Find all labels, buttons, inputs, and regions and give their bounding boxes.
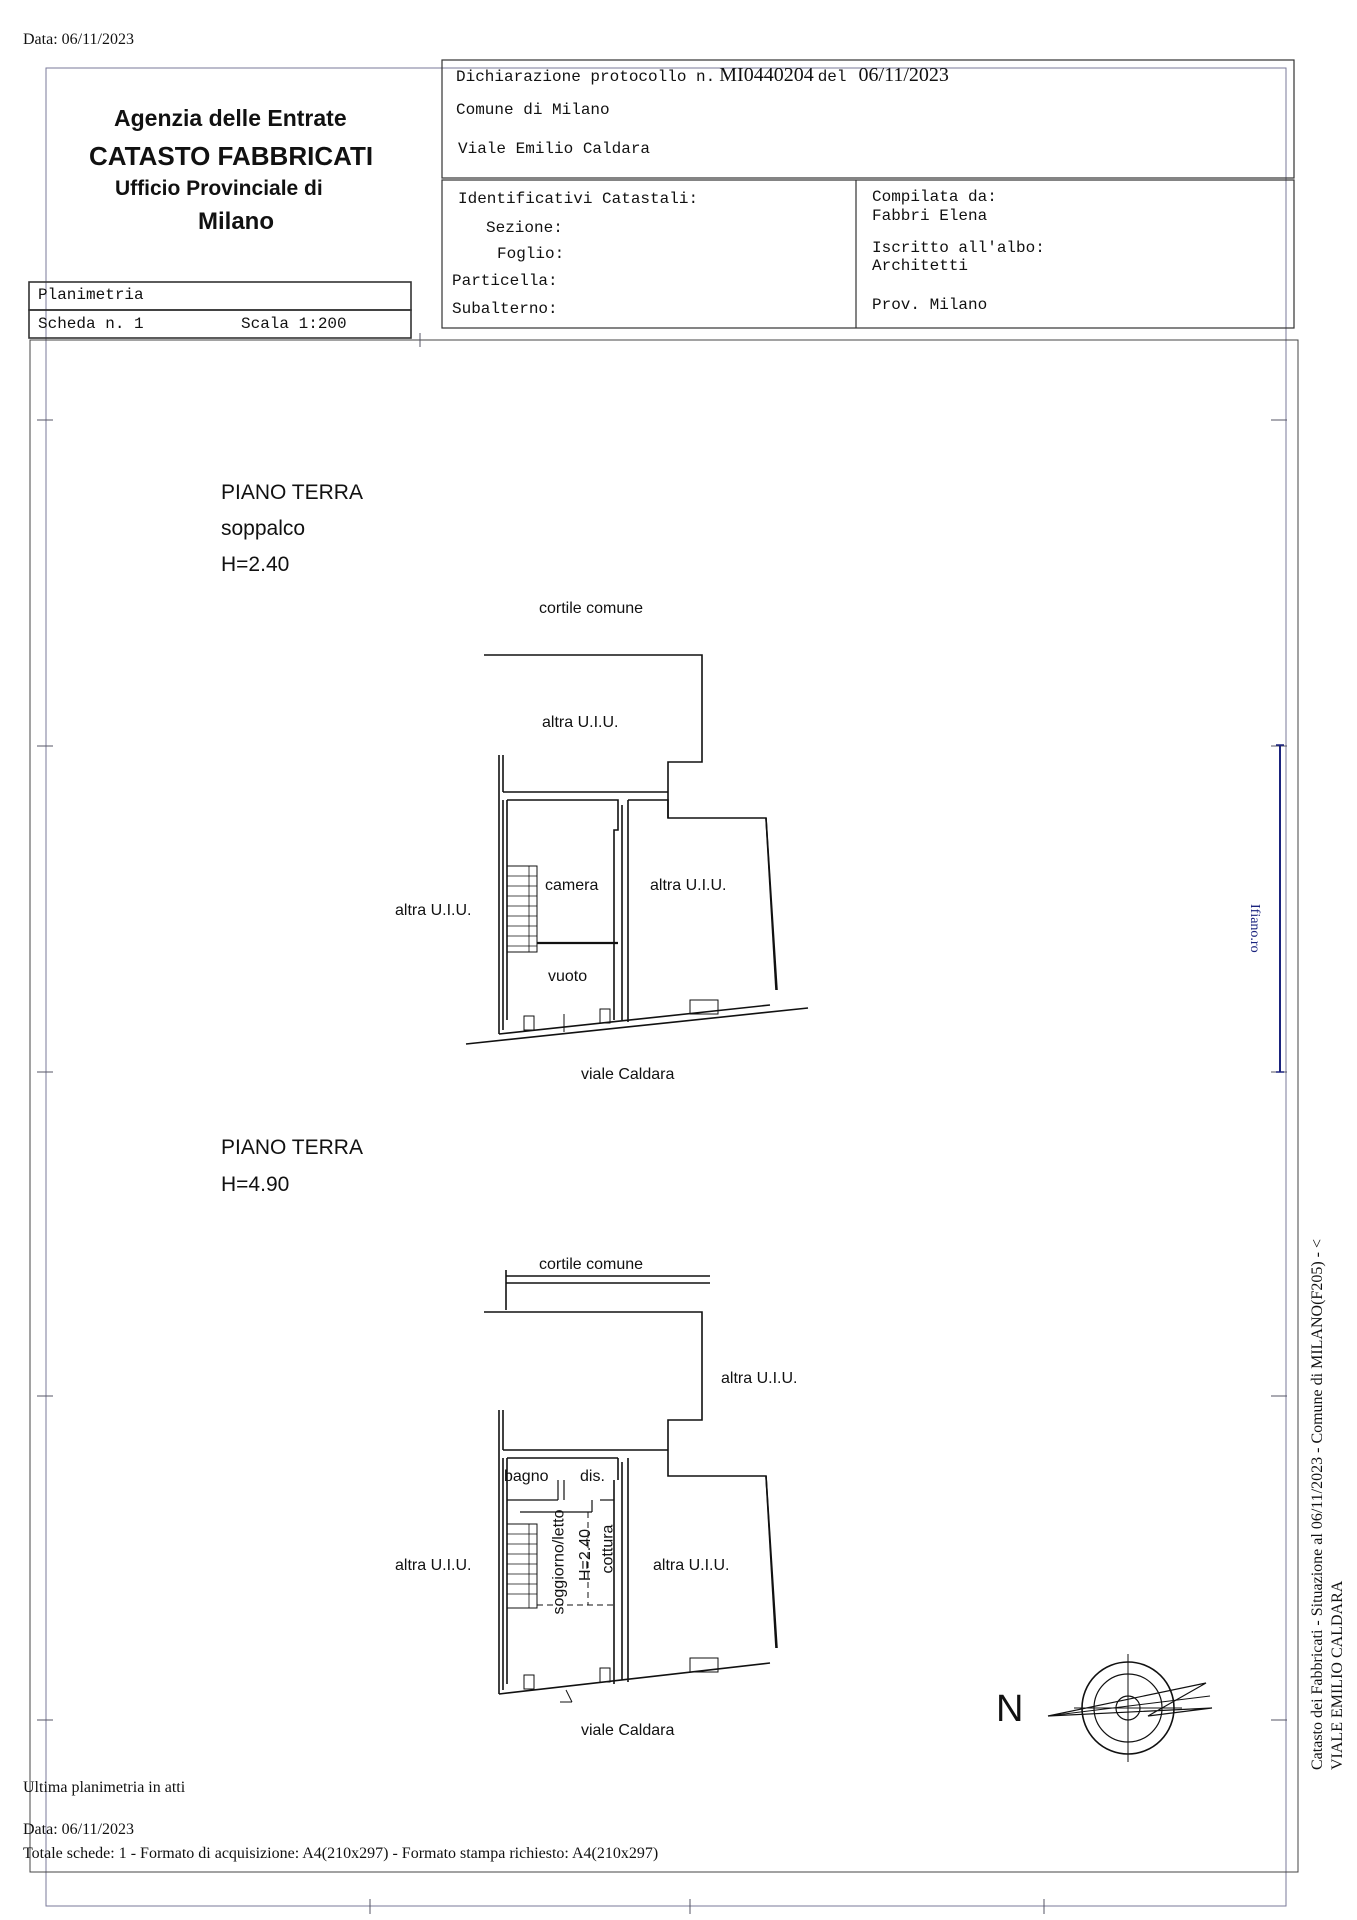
- protocol-date: 06/11/2023: [858, 64, 949, 86]
- side-situazione-text: Catasto dei Fabbricati - Situazione al 06/11/2023 - Comune di MILANO(F205) - <: [1309, 1238, 1326, 1770]
- upper-street-label: viale Caldara: [581, 1066, 675, 1083]
- upper-cortile-label: cortile comune: [539, 600, 644, 617]
- top-date: Data: 06/11/2023: [23, 31, 134, 48]
- protocol-del: del: [817, 68, 847, 86]
- footer-totale: Totale schede: 1 - Formato di acquisizione: A4(210x297) - Formato stampa richiesto: A4(210x297): [23, 1845, 659, 1862]
- lower-altra-top-label: altra U.I.U.: [721, 1370, 798, 1387]
- lower-street-label: viale Caldara: [581, 1722, 675, 1739]
- plan-upper-drawing: [466, 655, 808, 1044]
- comune-line: Comune di Milano: [456, 101, 610, 119]
- upper-altra-left-label: altra U.I.U.: [395, 902, 472, 919]
- compilata-label: Compilata da:: [872, 188, 997, 206]
- compass-rose: [1048, 1654, 1212, 1762]
- footer-ultima: Ultima planimetria in atti: [23, 1779, 186, 1796]
- vuoto-label: vuoto: [548, 968, 588, 985]
- protocol-line: [456, 64, 949, 87]
- compilata-name: Fabbri Elena: [872, 207, 988, 225]
- bagno-label: bagno: [504, 1468, 549, 1485]
- scheda-number: Scheda n. 1: [38, 315, 144, 333]
- ufficio-label: Ufficio Provinciale di: [115, 177, 323, 200]
- plan-lower-drawing: [484, 1270, 777, 1702]
- agency-name: Agenzia delle Entrate: [114, 105, 347, 131]
- ufficio-city: Milano: [198, 208, 274, 235]
- particella-label: Particella:: [452, 272, 558, 290]
- side-stamp-text: Ifiano.ro: [1247, 904, 1262, 953]
- lower-cortile-label: cortile comune: [539, 1256, 644, 1273]
- provincia-value: Prov. Milano: [872, 296, 988, 314]
- address-line: Viale Emilio Caldara: [458, 140, 651, 158]
- lower-plan-title: PIANO TERRA: [221, 1136, 363, 1159]
- protocol-prefix: Dichiarazione protocollo n.: [456, 68, 716, 86]
- side-bar: [1276, 745, 1284, 1072]
- compass-north-label: N: [996, 1688, 1024, 1730]
- identificativi-title: Identificativi Catastali:: [458, 190, 699, 208]
- page-frame: [30, 68, 1298, 1906]
- lower-altra-left-label: altra U.I.U.: [395, 1557, 472, 1574]
- foglio-label: Foglio:: [497, 245, 565, 263]
- footer-date: Data: 06/11/2023: [23, 1821, 134, 1838]
- lower-plan-height: H=4.90: [221, 1173, 290, 1196]
- iscritto-label: Iscritto all'albo:: [872, 239, 1045, 257]
- scala-value: Scala 1:200: [241, 315, 347, 333]
- camera-label: camera: [545, 877, 599, 894]
- albo-value: Architetti: [872, 257, 969, 275]
- dis-label: dis.: [580, 1468, 605, 1485]
- protocol-number: MI0440204: [719, 64, 814, 86]
- catasto-title: CATASTO FABBRICATI: [89, 141, 374, 171]
- cottura-label: cottura: [599, 1524, 617, 1574]
- lower-altra-right-label: altra U.I.U.: [653, 1557, 730, 1574]
- soggiorno-height-label: H=2.40: [577, 1528, 595, 1582]
- upper-plan-subtitle: soppalco: [221, 517, 306, 540]
- sezione-label: Sezione:: [486, 219, 563, 237]
- planimetria-title: Planimetria: [38, 286, 144, 304]
- upper-altra-top-label: altra U.I.U.: [542, 714, 619, 731]
- upper-plan-title: PIANO TERRA: [221, 481, 363, 504]
- upper-plan-height: H=2.40: [221, 553, 290, 576]
- subalterno-label: Subalterno:: [452, 300, 558, 318]
- soggiorno-label: soggiorno/letto: [550, 1509, 568, 1615]
- side-address-text: VIALE EMILIO CALDARA: [1329, 1580, 1346, 1770]
- upper-altra-right-label: altra U.I.U.: [650, 877, 727, 894]
